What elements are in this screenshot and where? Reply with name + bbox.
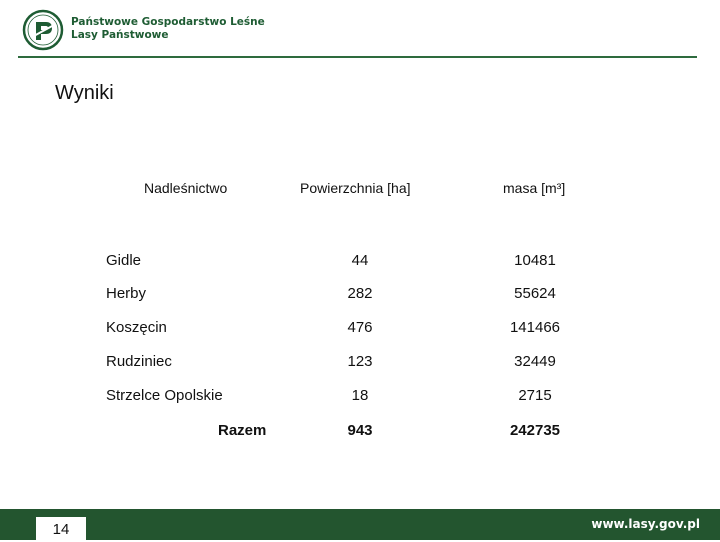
total-label: Razem bbox=[218, 422, 267, 439]
row-name: Koszęcin bbox=[106, 319, 167, 336]
column-header-area: Powierzchnia [ha] bbox=[300, 180, 411, 196]
row-area: 123 bbox=[347, 353, 373, 370]
row-mass: 141466 bbox=[509, 319, 561, 336]
header-divider bbox=[18, 56, 697, 58]
row-name: Strzelce Opolskie bbox=[106, 387, 223, 404]
organization-name-line1: Państwowe Gospodarstwo Leśne bbox=[71, 16, 265, 28]
total-mass: 242735 bbox=[509, 422, 561, 439]
row-mass: 10481 bbox=[514, 252, 556, 269]
organization-name-line2: Lasy Państwowe bbox=[71, 29, 169, 41]
logo bbox=[22, 9, 64, 51]
column-header-forest-district: Nadleśnictwo bbox=[144, 180, 228, 196]
row-name: Herby bbox=[106, 285, 147, 302]
row-mass: 32449 bbox=[514, 353, 556, 370]
row-name: Rudziniec bbox=[106, 353, 172, 370]
row-mass: 2715 bbox=[518, 387, 552, 404]
row-name: Gidle bbox=[106, 252, 142, 269]
footer-bar bbox=[0, 509, 720, 540]
page-number: 14 bbox=[36, 517, 86, 540]
row-area: 18 bbox=[351, 387, 369, 404]
column-header-mass: masa [m³] bbox=[503, 180, 566, 196]
total-area: 943 bbox=[347, 422, 373, 439]
row-mass: 55624 bbox=[514, 285, 556, 302]
organization-name bbox=[71, 16, 265, 42]
row-area: 282 bbox=[347, 285, 373, 302]
website-link[interactable]: www.lasy.gov.pl bbox=[591, 517, 700, 531]
row-area: 476 bbox=[347, 319, 373, 336]
row-area: 44 bbox=[351, 252, 369, 269]
slide-title: Wyniki bbox=[55, 82, 114, 104]
